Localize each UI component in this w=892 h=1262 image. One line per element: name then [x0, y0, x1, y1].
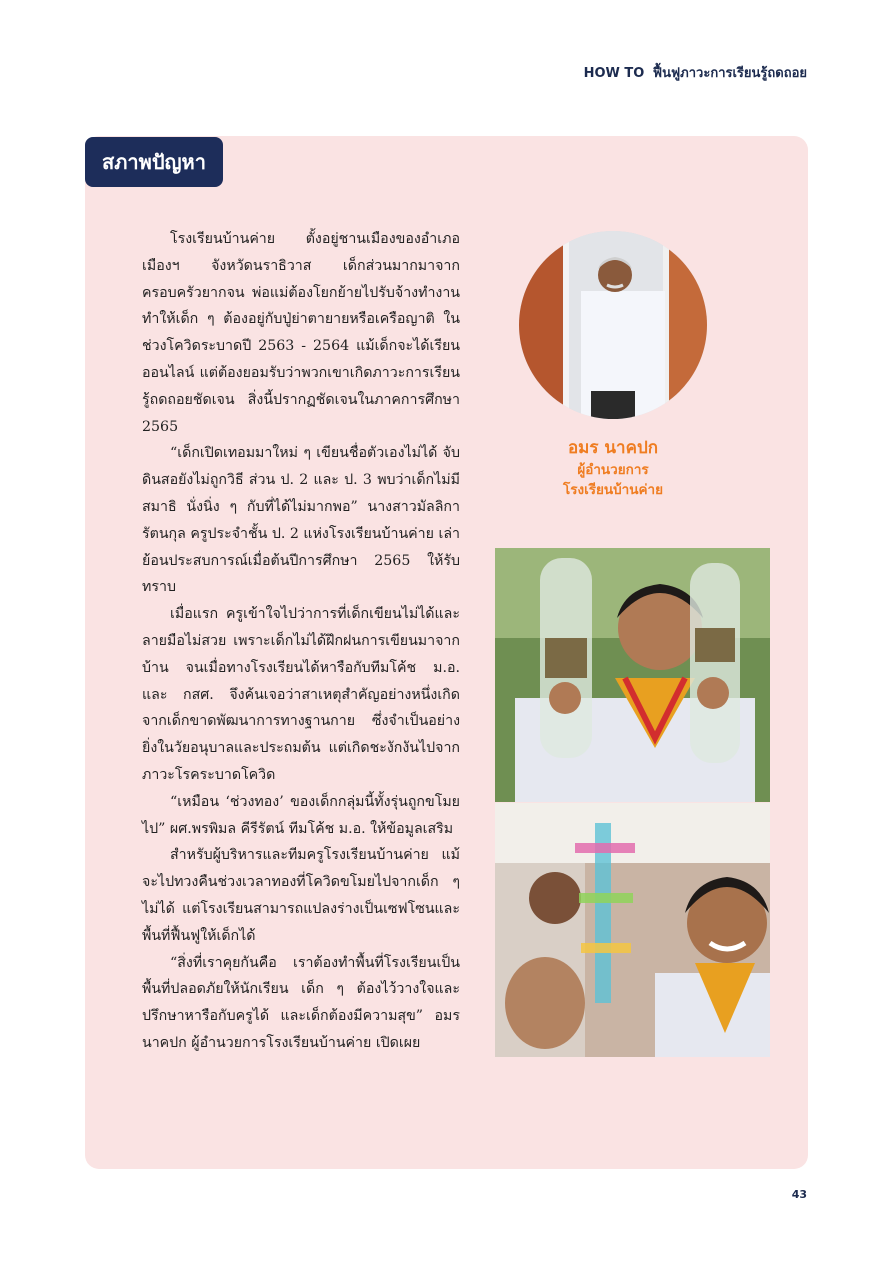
- article-paragraph: “เหมือน ‘ช่วงทอง’ ของเด็กกลุ่มนี้ทั้งรุ่นถูกขโมยไป” ผศ.พรพิมล คีรีรัตน์ ทีมโค้ช ม.อ. ให้ข้อมูลเสริม: [142, 793, 460, 837]
- article-paragraph: เมื่อแรก ครูเข้าใจไปว่าการที่เด็กเขียนไม่ได้และลายมือไม่สวย เพราะเด็กไม่ได้ฝึกฝนการเขียนมาจากบ้าน จนเมื่อทางโรงเรียนได้หารือกับทีมโค้ช ม.อ. และ กสศ. จึงค้นเจอว่าสาเหตุสำคัญอย่างหนึ่งเกิดจากเด็กขาดพัฒนาการทางฐานกาย ซึ่งจำเป็นอย่างยิ่งในวัยอนุบาลและประถมต้น แต่เกิดชะงักงันไปจากภาวะโรคระบาดโควิด: [142, 606, 460, 783]
- director-school: โรงเรียนบ้านค่าย: [563, 482, 663, 498]
- page-number: 43: [791, 1188, 807, 1201]
- article-paragraph: โรงเรียนบ้านค่าย ตั้งอยู่ชานเมืองของอำเภอเมืองฯ จังหวัดนราธิวาส เด็กส่วนมากมาจากครอบครัวยากจน พ่อแม่ต้องโยกย้ายไปรับจ้างทำงาน ทำให้เด็ก ๆ ต้องอยู่กับปู่ย่าตายายหรือเครือญาติ ในช่วงโควิดระบาดปี 2563 - 2564 แม้เด็กจะได้เรียนออนไลน์ แต่ต้องยอมรับว่าพวกเขาเกิดภาวะการเรียนรู้ถดถอยชัดเจน สิ่งนี้ปรากฏชัดเจนในภาคการศึกษา 2565: [142, 231, 460, 435]
- student-bottle-photo: [495, 548, 770, 802]
- director-portrait-photo: [519, 231, 707, 419]
- bottle-photo-illustration: [495, 548, 770, 802]
- running-header-howto: HOW TO: [583, 66, 645, 81]
- director-name: อมร นาคปก: [567, 438, 659, 458]
- director-role-title: ผู้อำนวยการ: [577, 462, 649, 478]
- section-title: สภาพปัญหา: [85, 137, 223, 187]
- article-paragraph: “เด็กเปิดเทอมมาใหม่ ๆ เขียนชื่อตัวเองไม่ได้ จับดินสอยังไม่ถูกวิธี ส่วน ป. 2 และ ป. 3 พบว่าเด็กไม่มีสมาธิ นั่งนิ่ง ๆ กับที่ได้ไม่มากพอ” นางสาวมัลลิกา รัตนกุล ครูประจำชั้น ป. 2 แห่งโรงเรียนบ้านค่าย เล่าย้อนประสบการณ์เมื่อต้นปีการศึกษา 2565 ให้รับทราบ: [142, 445, 460, 596]
- portrait-illustration: [519, 231, 707, 419]
- article-paragraph: “สิ่งที่เราคุยกันคือ เราต้องทำพื้นที่โรงเรียนเป็นพื้นที่ปลอดภัยให้นักเรียน เด็ก ๆ ต้องไว้วางใจและปรึกษาหารือกับครูได้ และเด็กต้องมีความสุข” อมร นาคปก ผู้อำนวยการโรงเรียนบ้านค่าย เปิดเผย: [142, 954, 460, 1051]
- student-craft-photo: [495, 803, 770, 1057]
- director-caption: [530, 436, 696, 500]
- running-header: [584, 62, 807, 83]
- craft-photo-illustration: [495, 803, 770, 1057]
- article-body: [142, 226, 460, 1057]
- running-header-title: ฟื้นฟูภาวะการเรียนรู้ถดถอย: [652, 66, 807, 81]
- article-paragraph: สำหรับผู้บริหารและทีมครูโรงเรียนบ้านค่าย แม้จะไปทวงคืนช่วงเวลาทองที่โควิดขโมยไปจากเด็ก ๆ ไม่ได้ แต่โรงเรียนสามารถแปลงร่างเป็นเซฟโซนและพื้นที่ฟื้นฟูให้เด็กได้: [142, 847, 460, 944]
